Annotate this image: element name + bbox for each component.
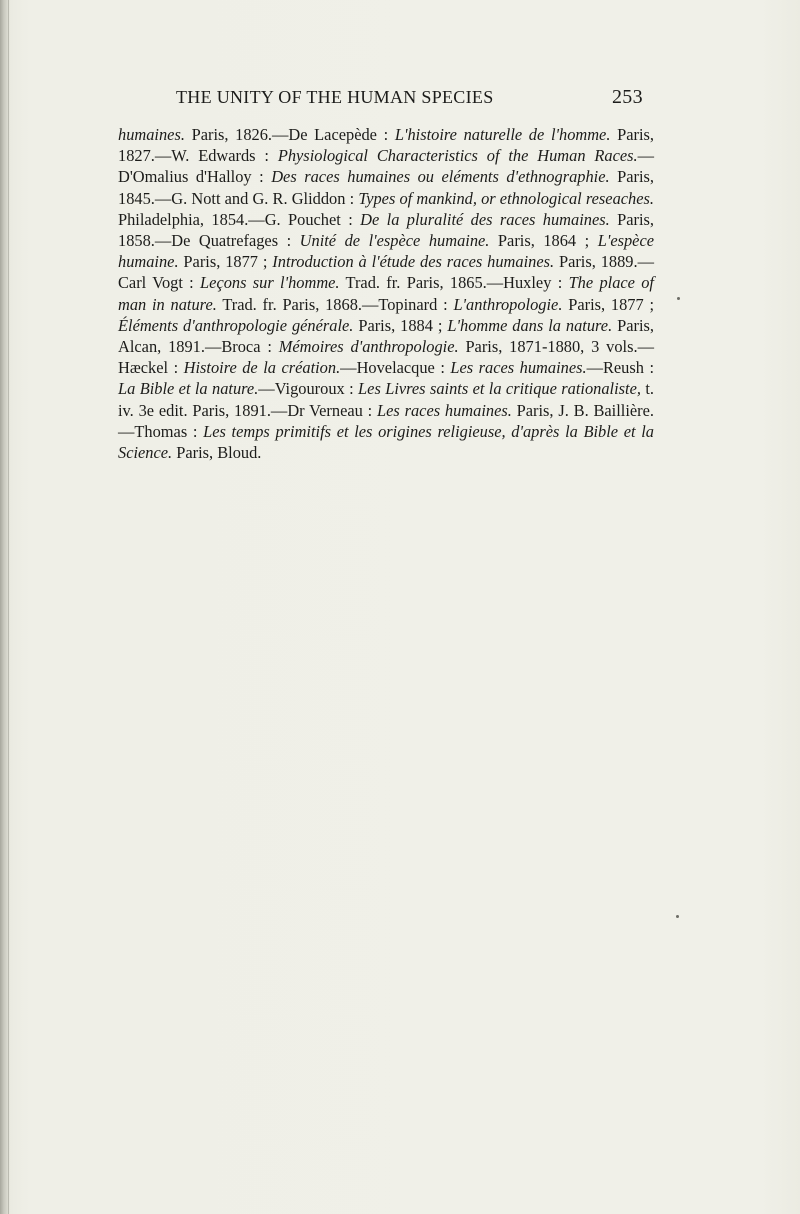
gutter-fold-line (8, 0, 9, 1214)
italic-title-segment: humaines. (118, 125, 185, 144)
citation-segment: Paris, 1877 ; (562, 294, 654, 314)
citation-segment: Paris, 1845.—G. Nott and G. R. Gliddon : (118, 167, 654, 208)
page-number: 253 (612, 86, 643, 108)
citation-segment: —Reush : (586, 358, 654, 378)
citation-segment: Paris, 1858.—De Quatrefages : (118, 209, 654, 251)
running-head (176, 87, 656, 109)
italic-title-segment: L'espèce humaine. (118, 231, 654, 272)
running-title: THE UNITY OF THE HUMAN SPECIES (176, 87, 494, 107)
citation-segment: —D'Omalius d'Halloy : (118, 146, 654, 187)
italic-title-segment: Histoire de la création. (183, 358, 341, 378)
italic-title-segment: L'anthropologie. (453, 294, 563, 314)
citation-segment: t. iv. 3e edit. Paris, 1891.—Dr Verneau : (118, 379, 655, 420)
citation-segment: Paris, Alcan, 1891.—Broca : (118, 315, 655, 357)
italic-title-segment: L'histoire naturelle de l'homme. (394, 125, 611, 144)
italic-title-segment: Les races humaines. (450, 358, 587, 378)
citation-segment: Paris, 1826.—De Lacepède : (184, 125, 395, 144)
citation-segment: Paris, 1884 ; (353, 315, 448, 335)
italic-title-segment: Les races humaines. (377, 400, 512, 420)
italic-title-segment: Les Livres saints et la critique rationaliste, (358, 379, 641, 399)
italic-title-segment: Éléments d'anthropologie générale. (118, 315, 354, 335)
italic-title-segment: Leçons sur l'homme. (200, 273, 340, 293)
citation-segment: Paris, J. B. Baillière.—Thomas : (118, 400, 655, 441)
paper-speck (677, 297, 680, 300)
citation-segment: Philadelphia, 1854.—G. Pouchet : (118, 209, 361, 229)
citation-segment: Paris, 1889.—Carl Vogt : (118, 252, 654, 293)
italic-title-segment: Physiological Characteristics of the Human Races. (277, 146, 638, 166)
italic-title-segment: Types of mankind, or ethnological reseaches. (358, 188, 655, 208)
citation-segment: Paris, Bloud. (172, 443, 262, 463)
citation-segment: Trad. fr. Paris, 1865.—Huxley : (339, 273, 569, 293)
citation-segment: Paris, 1827.—W. Edwards : (118, 125, 654, 166)
bibliography-paragraph (118, 124, 654, 463)
italic-title-segment: Introduction à l'étude des races humaines. (272, 252, 555, 272)
italic-title-segment: Unité de l'espèce humaine. (299, 231, 490, 251)
italic-title-segment: Des races humaines ou eléments d'ethnographie. (271, 167, 610, 187)
citation-segment: Paris, 1864 ; (489, 231, 598, 251)
italic-title-segment: De la pluralité des races humaines. (360, 209, 610, 229)
citation-segment: Trad. fr. Paris, 1868.—Topinard : (216, 294, 454, 314)
italic-title-segment: L'homme dans la nature. (447, 315, 613, 335)
italic-title-segment: Les temps primitifs et les origines religieuse, d'après la Bible et la Science. (118, 421, 654, 463)
citation-segment: Paris, 1871-1880, 3 vols.—Hæckel : (118, 337, 654, 378)
italic-title-segment: Mémoires d'anthropologie. (278, 337, 459, 357)
citation-segment: Paris, 1877 ; (178, 252, 273, 272)
citation-segment: —Hovelacque : (340, 358, 451, 378)
italic-title-segment: La Bible et la nature. (118, 379, 259, 399)
citation-segment: —Vigouroux : (258, 379, 359, 399)
italic-title-segment: The place of man in nature. (118, 273, 654, 314)
paper-speck (676, 915, 679, 918)
